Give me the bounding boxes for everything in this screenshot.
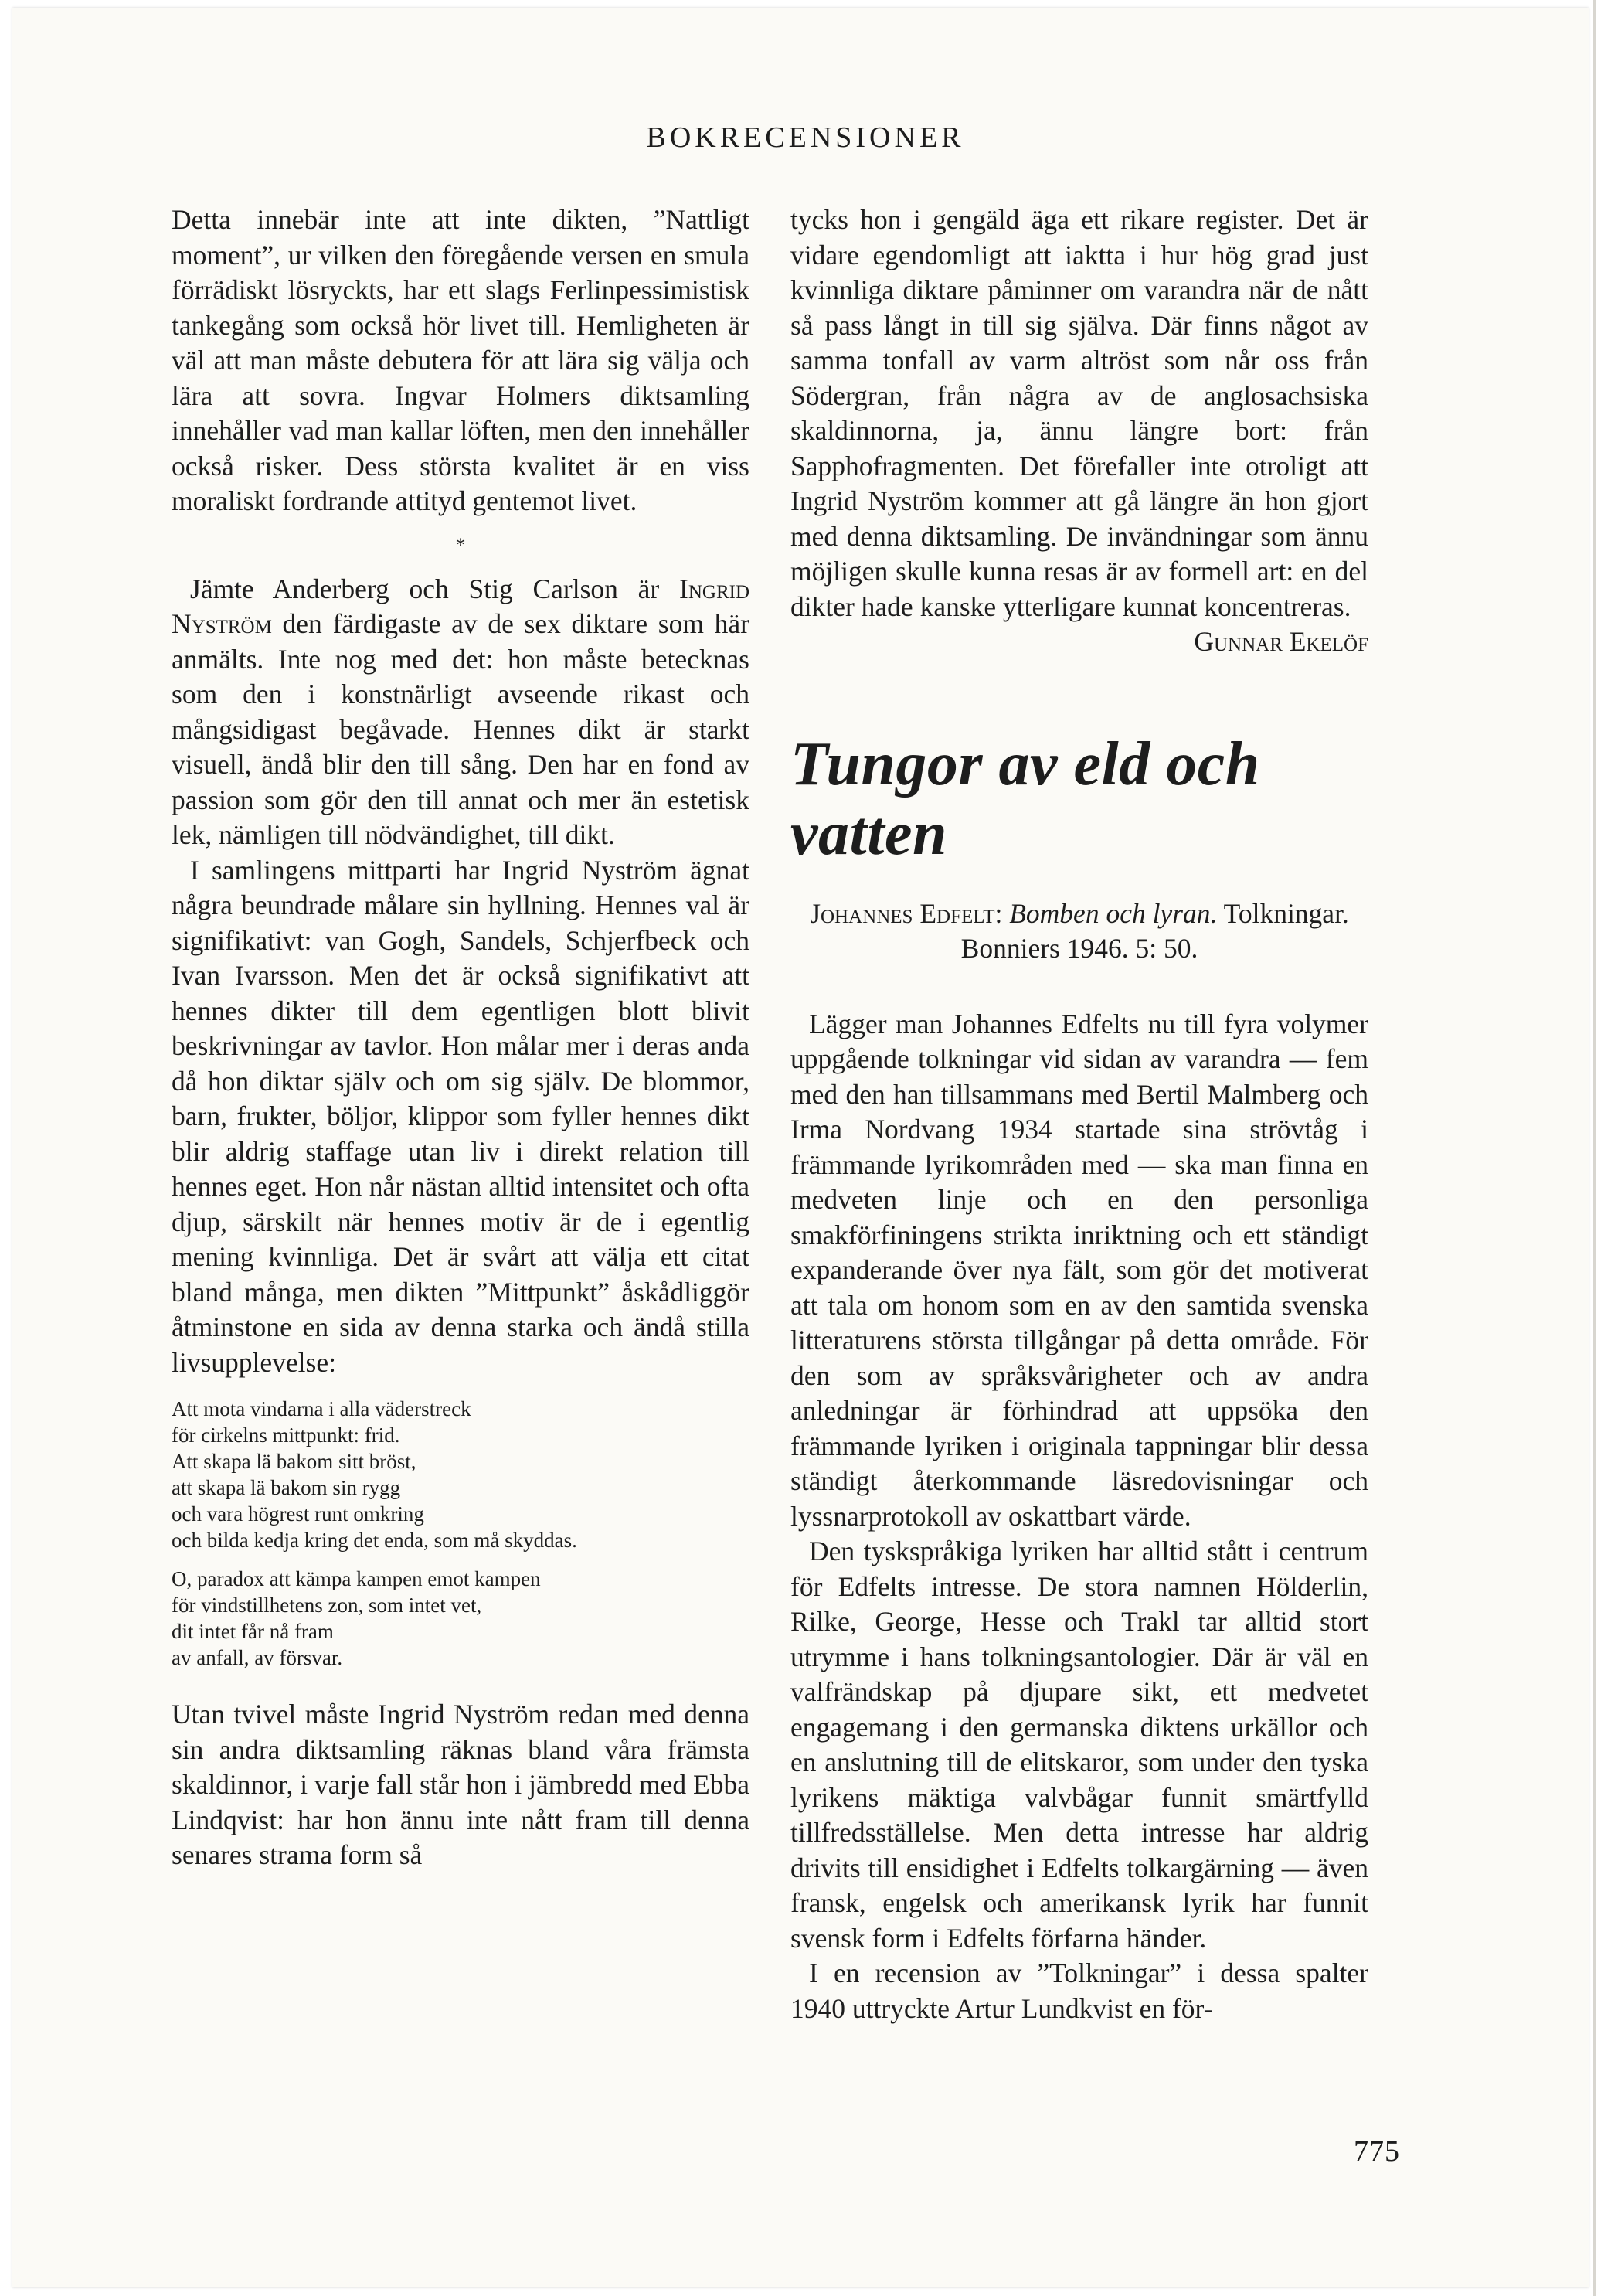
bibliographic-entry: [790, 896, 1368, 967]
poem-stanza-2: [172, 1566, 749, 1671]
right-column: [790, 202, 1368, 2026]
paragraph-nystrom-intro-lead: Jämte Anderberg och Stig Carlson är: [190, 573, 680, 604]
poem-line: och bilda kedja kring det enda, som må skyddas.: [172, 1529, 577, 1552]
page-edge-shadow: [1593, 0, 1596, 2296]
poem-line: Att mota vindarna i alla väderstreck: [172, 1397, 471, 1420]
biblio-book-title: Bomben och lyran.: [1009, 897, 1218, 929]
paragraph-nystrom-continued: tycks hon i gengäld äga ett rikare register. Det är vidare egendomligt att iaktta i hur hög grad just kvinnliga diktare påminner om varandra när de nått så pass långt in till sig själva. Där finns något av samma tonfall av varm altröst som når oss från Södergran, från några av de anglosachsiska skaldinnorna, ja, ännu längre bort: från Sapphofragmenten. Det förefaller inte otroligt att Ingrid Nyström kommer att gå längre än hon gjort med denna diktsamling. De invändningar som ännu möjligen skulle kunna resas är av formell art: en del dikter hade kanske ytterligare kunnat koncentreras.: [790, 204, 1368, 622]
author-name-ingrid-nystrom: Ingrid Nyström: [172, 573, 749, 639]
running-head: BOKRECENSIONER: [646, 121, 965, 154]
poem-line: och vara högrest runt omkring: [172, 1502, 424, 1526]
biblio-publication: Tolkningar. Bonniers 1946. 5: 50.: [960, 897, 1349, 964]
poem-mittpunkt: [172, 1396, 749, 1671]
review-title: Tungor av eld och vatten: [790, 730, 1260, 868]
poem-line: att skapa lä bakom sin rygg: [172, 1476, 401, 1499]
poem-line: av anfall, av försvar.: [172, 1646, 343, 1669]
paragraph-nystrom-verdict: Utan tvivel måste Ingrid Nyström redan med denna sin andra diktsamling räknas bland våra främsta skaldinnor, i varje fall står hon i jämbredd med Ebba Lindqvist: har hon ännu inte nått fram till denna senares strama form så: [172, 1699, 749, 1870]
reviewer-signature: Gunnar Ekelöf: [1194, 626, 1368, 657]
paragraph-lundkvist: I en recension av ”Tolkningar” i dessa spalter 1940 uttryckte Artur Lundkvist en för-: [790, 1958, 1368, 2024]
section-separator-asterisk: *: [455, 533, 466, 556]
poem-line: för vindstillhetens zon, som intet vet,: [172, 1594, 482, 1617]
paragraph-painters: I samlingens mittparti har Ingrid Nyström ägnat några beundrade målare sin hyllning. Hennes val är signifikativt: van Gogh, Sandels, Schjerfbeck och Ivan Ivarsson. Men det är också signifikativt att hennes dikter till dem egentligen blott blivit beskrivningar av tavlor. Hon målar mer i deras anda då hon diktar själv och om sig själv. De blommor, barn, frukter, böljor, klippor som fyller hennes dikt blir aldrig staffage utan liv i direkt relation till hennes eget. Hon når nästan alltid intensitet och ofta djup, särskilt när hennes motiv är de i egentlig mening kvinnliga. Det är svårt att välja ett citat bland många, men dikten ”Mittpunkt” åskådliggör åtminstone en sida av denna starka och ändå stilla livsupplevelse:: [172, 854, 749, 1378]
biblio-author: Johannes Edfelt: [810, 897, 995, 929]
biblio-colon: :: [994, 897, 1010, 929]
left-column: [172, 202, 749, 1873]
paragraph-german-lyric: Den tyskspråkiga lyriken har alltid stått i centrum för Edfelts intresse. De stora namnen Hölderlin, Rilke, George, Hesse och Trakl tar alltid stort utrymme i hans tolkningsantologier. Där är väl en valfrändskap på djupare sikt, ett medvetet engagemang i den germanska diktens urkällor och en anslutning till de elitskaror, som under den tyska lyrikens mäktiga valvbågar funnit smärtfylld tillfredsställelse. Men detta intresse har aldrig drivits till ensidighet i Edfelts tolkargärning — även fransk, engelsk och amerikansk lyrik har funnit svensk form i Edfelts förfarna händer.: [790, 1536, 1368, 1954]
poem-line: dit intet får nå fram: [172, 1620, 334, 1643]
poem-line: Att skapa lä bakom sitt bröst,: [172, 1450, 416, 1473]
paragraph-edfelt-intro: Lägger man Johannes Edfelts nu till fyra volymer uppgående tolkningar vid sidan av varandra — fem med den han tillsammans med Bertil Malmberg och Irma Nordvang 1934 startade sina strövtåg i främmande lyrikområden med — ska man finna en medveten linje och en den personliga smakförfiningens strikta inriktning och ett ständigt expanderande över nya fält, som gör det motiverat att tala om honom som en av den samtida svenska litteraturens största tillgångar på detta område. För den som av språksvårigheter och av andra anledningar är förhindrad att uppsöka den främmande lyriken i originala tappningar blir dessa ständigt återkommande läsredovisningar och lyssnarprotokoll av oskattbart värde.: [790, 1008, 1368, 1532]
poem-stanza-1: [172, 1396, 749, 1553]
poem-line: O, paradox att kämpa kampen emot kampen: [172, 1567, 541, 1590]
poem-line: för cirkelns mittpunkt: frid.: [172, 1424, 400, 1447]
paragraph-nystrom-intro-body: den färdigaste av de sex diktare som här anmälts. Inte nog med det: hon måste betecknas som den i konstnärligt avseende rikast och mångsidigast begåvade. Hennes dikt är starkt visuell, ändå blir den till sång. Den har en fond av passion som gör den till annat och mer än estetisk lek, nämligen till nödvändighet, till dikt.: [172, 608, 749, 850]
paragraph-holmers-conclusion: Detta innebär inte att inte dikten, ”Nattligt moment”, ur vilken den föregående versen en smula förrädiskt lösryckts, har ett slags Ferlinpessimistisk tankegång som också hör livet till. Hemligheten är väl att man måste debutera för att lära sig välja och lära att sovra. Ingvar Holmers diktsamling innehåller vad man kallar löften, men den innehåller också risker. Dess största kvalitet är en viss moraliskt fordrande attityd gentemot livet.: [172, 204, 749, 516]
paragraph-nystrom-intro: [172, 572, 749, 853]
page-number: 775: [1354, 2135, 1400, 2168]
